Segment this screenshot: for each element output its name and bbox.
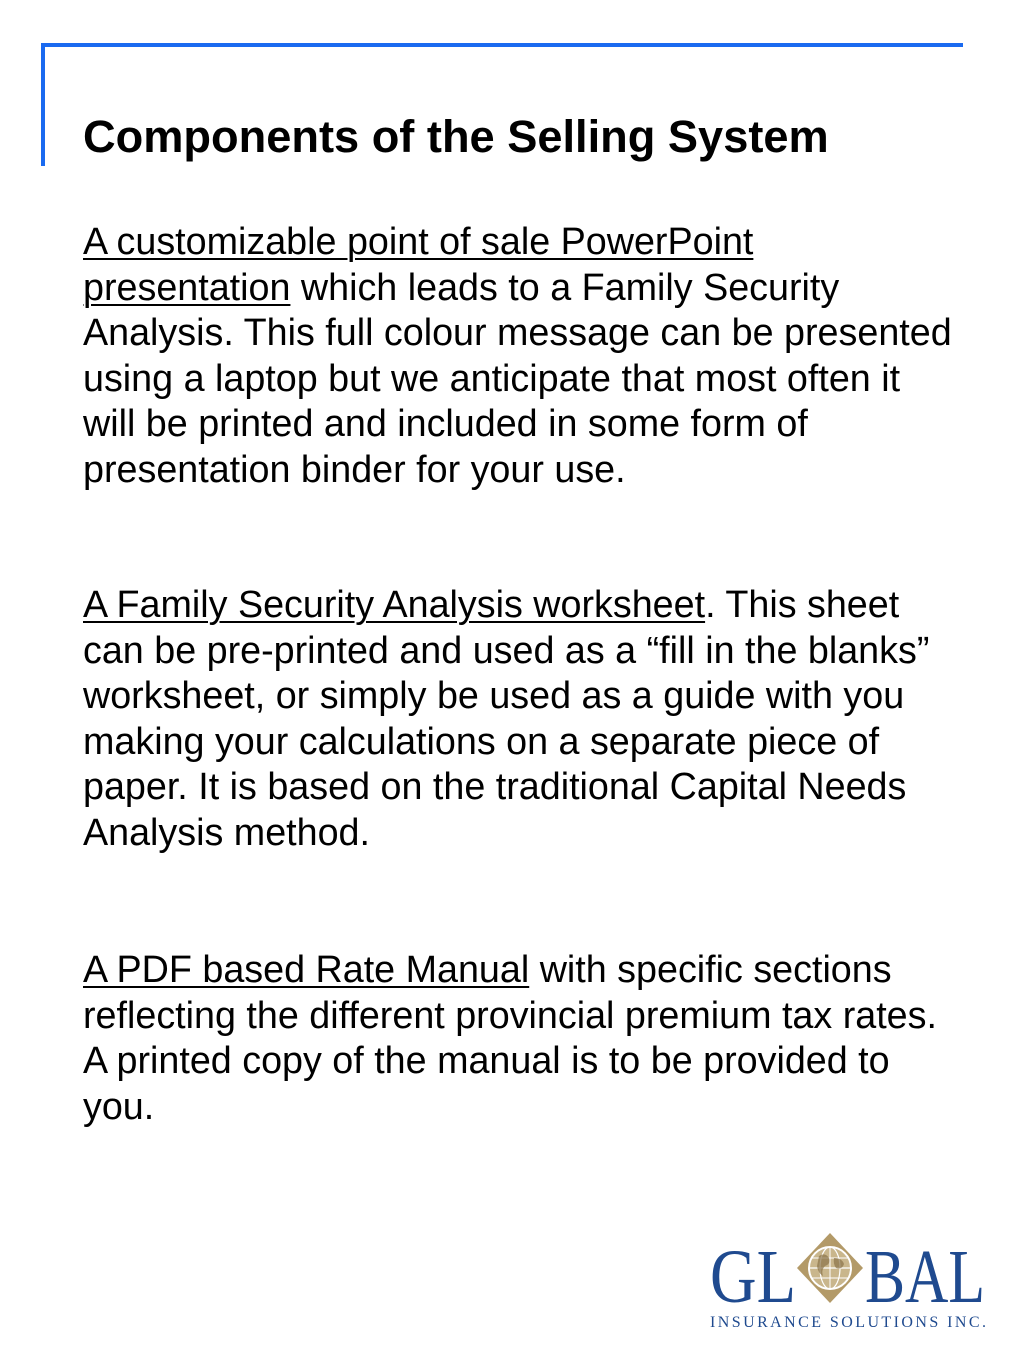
logo-word-right: BAL — [865, 1235, 985, 1319]
text-line — [83, 265, 952, 311]
paragraph-analysis-worksheet — [83, 582, 929, 855]
text-line — [83, 582, 929, 628]
text-line: presentation binder for your use. — [83, 447, 626, 490]
text-line — [83, 219, 952, 265]
text-line: worksheet, or simply be used as a guide with you — [83, 674, 905, 716]
global-insurance-logo — [700, 1228, 1000, 1338]
line-text: which leads to a Family Security — [290, 265, 840, 308]
text-line: reflecting the different provincial premium tax rates. — [83, 993, 937, 1036]
text-line: A printed copy of the manual is to be provided to — [83, 1039, 890, 1081]
frame-left-rule — [41, 43, 45, 166]
text-line: paper. It is based on the traditional Capital Needs — [83, 765, 907, 807]
frame-top-rule — [41, 43, 963, 47]
logo-word-left: GL — [710, 1235, 796, 1319]
text-line: Analysis. This full colour message can be presented — [83, 311, 952, 353]
text-line: Analysis method. — [83, 810, 370, 853]
text-line: using a laptop but we anticipate that most often it — [83, 356, 901, 399]
globe-diamond-icon — [797, 1233, 863, 1303]
underlined-heading: A PDF based Rate Manual — [83, 948, 530, 990]
logo-tagline: INSURANCE SOLUTIONS INC. — [710, 1314, 986, 1331]
text-line: will be printed and included in some form of — [83, 402, 808, 444]
underlined-heading: A customizable point of sale PowerPoint — [83, 220, 754, 262]
text-line — [83, 947, 937, 993]
line-text: . This sheet — [705, 583, 900, 625]
text-line: making your calculations on a separate piece of — [83, 719, 880, 762]
paragraph-rate-manual — [83, 947, 937, 1129]
slide-title: Components of the Selling System — [83, 111, 829, 162]
text-line: can be pre-printed and used as a “fill in the blanks” — [83, 628, 930, 671]
underlined-heading: presentation — [83, 265, 291, 308]
underlined-heading: A Family Security Analysis worksheet — [83, 583, 706, 625]
text-line: you. — [83, 1084, 155, 1127]
line-text: with specific sections — [529, 948, 892, 990]
paragraph-powerpoint-presentation — [83, 219, 952, 492]
